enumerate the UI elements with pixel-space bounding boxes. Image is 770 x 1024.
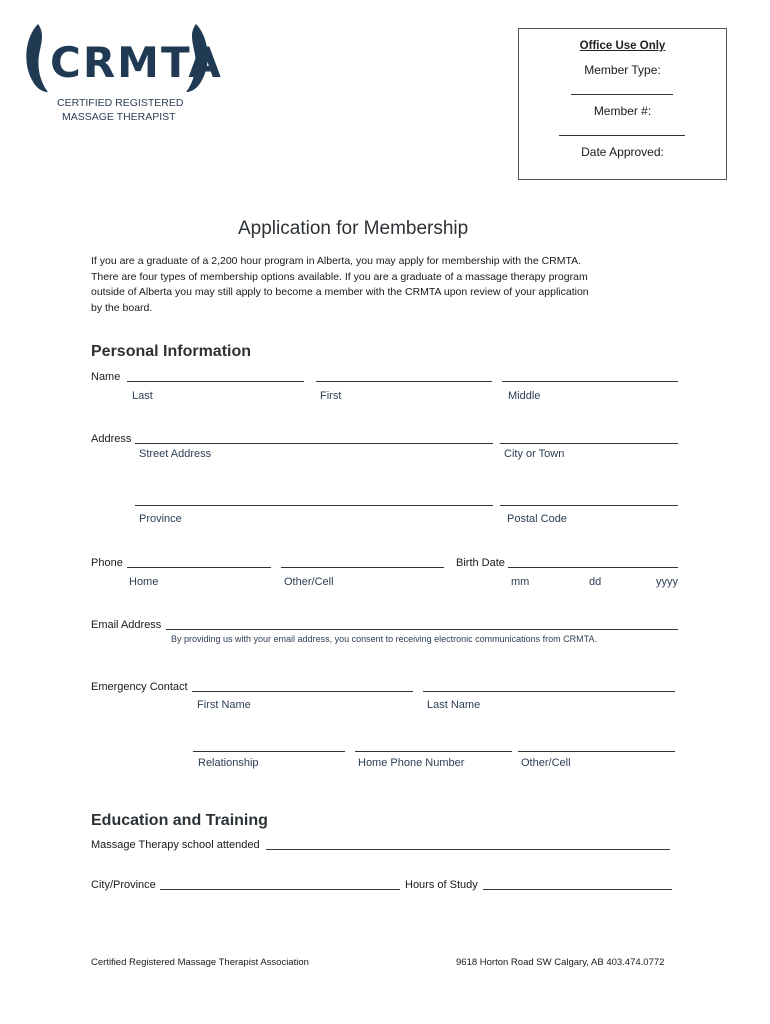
- member-type-field[interactable]: [571, 94, 673, 95]
- emergency-other-phone-field[interactable]: [518, 751, 675, 752]
- intro-paragraph: [91, 254, 589, 316]
- first-name-caption: First: [320, 390, 342, 402]
- middle-name-field[interactable]: [502, 381, 678, 382]
- office-use-heading: Office Use Only: [579, 40, 666, 52]
- birth-day-caption: dd: [589, 576, 602, 588]
- intro-line: outside of Alberta you may still apply to become a member with the CRMTA upon review of your application: [91, 286, 589, 299]
- emergency-home-phone-field[interactable]: [355, 751, 512, 752]
- other-phone-caption: Other/Cell: [284, 576, 334, 588]
- birth-date-label: Birth Date: [456, 557, 505, 569]
- city-province-field[interactable]: [160, 889, 400, 890]
- education-heading: Education and Training: [91, 812, 268, 829]
- home-phone-number-caption: Home Phone Number: [358, 757, 465, 769]
- address-label: Address: [91, 433, 132, 445]
- phone-label: Phone: [91, 557, 123, 569]
- emergency-other-cell-caption: Other/Cell: [521, 757, 571, 769]
- city-town-caption: City or Town: [504, 448, 565, 460]
- home-phone-field[interactable]: [127, 567, 271, 568]
- hours-of-study-field[interactable]: [483, 889, 672, 890]
- birth-date-field[interactable]: [508, 567, 678, 568]
- email-field[interactable]: [166, 629, 678, 630]
- last-name-caption: Last: [132, 390, 153, 402]
- city-province-label: City/Province: [91, 879, 156, 891]
- school-attended-label: Massage Therapy school attended: [91, 839, 260, 851]
- last-name-field[interactable]: [127, 381, 304, 382]
- emergency-first-name-caption: First Name: [197, 699, 251, 711]
- intro-line: by the board.: [91, 301, 153, 314]
- crmta-logo: [24, 22, 223, 94]
- postal-code-field[interactable]: [500, 505, 678, 506]
- member-number-field[interactable]: [559, 135, 685, 136]
- member-number-label: Member #:: [593, 104, 652, 118]
- birth-month-caption: mm: [511, 576, 530, 588]
- middle-name-caption: Middle: [508, 390, 541, 402]
- logo-tagline-line1: CERTIFIED REGISTERED: [57, 97, 184, 109]
- postal-code-caption: Postal Code: [507, 513, 567, 525]
- hours-of-study-label: Hours of Study: [405, 879, 478, 891]
- province-caption: Province: [139, 513, 182, 525]
- office-use-box: [518, 28, 727, 180]
- footer-address: 9618 Horton Road SW Calgary, AB 403.474.0772: [456, 957, 665, 968]
- emergency-contact-label: Emergency Contact: [91, 681, 188, 693]
- other-phone-field[interactable]: [281, 567, 444, 568]
- emergency-last-name-field[interactable]: [423, 691, 675, 692]
- birth-year-caption: yyyy: [656, 576, 678, 588]
- relationship-field[interactable]: [193, 751, 345, 752]
- personal-information-heading: Personal Information: [91, 343, 252, 360]
- email-label: Email Address: [91, 619, 162, 631]
- city-town-field[interactable]: [500, 443, 678, 444]
- member-type-label: Member Type:: [584, 63, 661, 77]
- street-address-caption: Street Address: [139, 448, 212, 460]
- logo-wordmark: CRMTA: [50, 38, 223, 87]
- email-consent-note: By providing us with your email address, you consent to receiving electronic communications from CRMTA.: [171, 634, 598, 644]
- emergency-first-name-field[interactable]: [192, 691, 413, 692]
- logo-tagline-line2: MASSAGE THERAPIST: [62, 111, 176, 123]
- first-name-field[interactable]: [316, 381, 492, 382]
- province-field[interactable]: [135, 505, 493, 506]
- page-title: Application for Membership: [238, 218, 469, 239]
- emergency-last-name-caption: Last Name: [427, 699, 481, 711]
- school-attended-field[interactable]: [266, 849, 670, 850]
- name-label: Name: [91, 371, 121, 383]
- date-approved-label: Date Approved:: [581, 145, 664, 159]
- relationship-caption: Relationship: [198, 757, 259, 769]
- footer-organization: Certified Registered Massage Therapist Association: [91, 957, 309, 968]
- intro-line: There are four types of membership options available. If you are a graduate of a massage therapy program: [91, 270, 588, 283]
- street-address-field[interactable]: [135, 443, 493, 444]
- intro-line: If you are a graduate of a 2,200 hour program in Alberta, you may apply for membership with the CRMTA.: [91, 255, 582, 267]
- home-phone-caption: Home: [129, 576, 159, 588]
